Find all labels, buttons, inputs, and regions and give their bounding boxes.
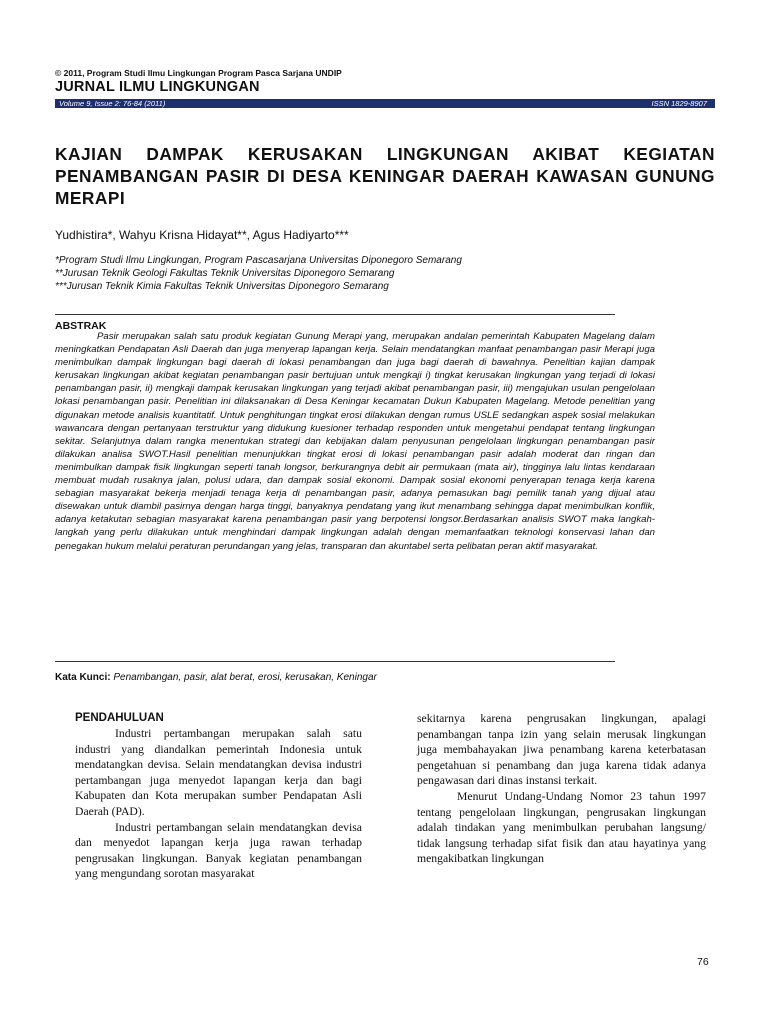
copyright-line: © 2011, Program Studi Ilmu Lingkungan Program Pasca Sarjana UNDIP: [55, 68, 342, 78]
authors: Yudhistira*, Wahyu Krisna Hidayat**, Agus Hadiyarto***: [55, 228, 349, 242]
keywords-label: Kata Kunci:: [55, 672, 111, 683]
body-column-left: [75, 711, 362, 882]
body-column-right: [417, 711, 706, 867]
abstract-text: Pasir merupakan salah satu produk kegiatan Gunung Merapi yang, merupakan andalan pemerintah Kabupaten Magelang dalam meningkatkan Pendapatan Asli Daerah dan juga menyerap lapangan kerja. Selain mendatangkan manfaat penambangan pasir Merapi juga menimbulkan dampak lingkungan bagi daerah di lokasi penambangan dan juga bagi daerah di bawahnya. Penelitian kajian dampak kerusakan lingkungan akibat kegiatan penambangan pasir bertujuan untuk mengkaji i) tingkat kerusakan lingkungan yang terjadi di lokasi penambangan pasir, ii) mengkaji dampak kerusakan lingkungan yang terjadi akibat penambangan pasir, iii) mengajukan usulan pengelolaan lokasi penambangan pasir. Penelitian ini dilaksanakan di Desa Keningar kecamatan Dukun Kabupaten Magelang. Metode penelitian yang digunakan metode analisis kuantitatif. Untuk penghitungan tingkat erosi dilakukan dengan rumus USLE sedangkan aspek sosial melakukan wawancara dengan pertanyaan terstruktur yang didukung kuesioner terhadap responden untuk mengetahui pendapat tentang lingkungan sekitar. Selanjutnya dalam rangka menentukan strategi dan kebijakan dalam penyusunan pengelolaan lingkungan penambangan pasir dilakukan analisa SWOT.Hasil penelitian menunjukkan tingkat erosi di lokasi penambangan pasir adalah moderat dan ringan dan menimbulkan dampak fisik lingkungan seperti tanah longsor, berkurangnya debit air permukaan (mata air), tingginya lalu lintas kendaraan membuat mudah rusaknya jalan, polusi udara, dan dampak sosial ekonomi. Dampak sosial ekonomi penyerapan tenaga kerja karena sebagian masyarakat bekerja menjadi tenaga kerja di penambangan pasir, adanya pemasukan bagi pemilik tanah yang dijual atau disewakan untuk diambil pasirnya dengan harga tinggi, banyaknya pendatang yang ikut menambang sehingga dapat menimbulkan konflik, adanya ketakutan sebagian masyarakat karena penambangan pasir yang berpotensi longsor.Berdasarkan analisis SWOT maka langkah-langkah yang perlu dilakukan untuk menghindari dampak lingkungan adalah dengan memanfaatkan teknologi konservasi lahan dan penegakan hukum melalui peraturan perundangan yang jelas, transparan dan akuntabel serta pelibatan peran aktif masyarakat.: [55, 331, 655, 552]
section-heading: PENDAHULUAN: [75, 712, 164, 724]
paragraph: Menurut Undang-Undang Nomor 23 tahun 1997 tentang pengelolaan lingkungan, pengrusakan lingkungan adalah tindakan yang menimbulkan perubahan langsung/ tidak langsung terhadap sifat fisik dan atau hayatinya yang mengakibatkan lingkungan: [417, 789, 706, 866]
abstract-heading: ABSTRAK: [55, 320, 107, 332]
abstract-bottom-rule: [55, 661, 615, 662]
abstract-top-rule: [55, 314, 615, 315]
volume-info: Volume 9, Issue 2: 76-84 (2011): [59, 99, 166, 108]
paragraph: Industri pertambangan selain mendatangkan devisa dan menyedot lapangan kerja juga rawan terhadap pengrusakan lingkungan. Banyak kegiatan penambangan yang mengundang sorotan masyarakat: [75, 820, 362, 881]
volume-bar: [55, 99, 715, 108]
paragraph: Industri pertambangan merupakan salah satu industri yang diandalkan pemerintah Indonesia untuk mendatangkan devisa. Selain mendatangkan devisa industri pertambangan juga menyedot lapangan kerja dan bagi Kabupaten dan Kota merupakan sumber Pendapatan Asli Daerah (PAD).: [75, 727, 362, 818]
affiliation-1: *Program Studi Ilmu Lingkungan, Program Pascasarjana Universitas Diponegoro Semarang: [55, 255, 462, 266]
article-title: KAJIAN DAMPAK KERUSAKAN LINGKUNGAN AKIBAT KEGIATAN PENAMBANGAN PASIR DI DESA KENINGAR DAERAH KAWASAN GUNUNG MERAPI: [55, 144, 715, 208]
affiliations: [55, 254, 462, 293]
paragraph: sekitarnya karena pengrusakan lingkungan, apalagi penambangan tanpa izin yang selain merusak lingkungan juga membahayakan jiwa penambang karena keterbatasan pengetahuan si penambang dan juga karena tidak adanya pengawasan dari dinas instansi terkait.: [417, 712, 706, 788]
affiliation-2: **Jurusan Teknik Geologi Fakultas Teknik Universitas Diponegoro Semarang: [55, 268, 395, 279]
affiliation-3: ***Jurusan Teknik Kimia Fakultas Teknik Universitas Diponegoro Semarang: [55, 281, 389, 292]
keywords: [55, 672, 377, 683]
page-number: 76: [697, 956, 709, 968]
keywords-value: Penambangan, pasir, alat berat, erosi, kerusakan, Keningar: [113, 672, 377, 683]
journal-name: JURNAL ILMU LINGKUNGAN: [55, 79, 260, 95]
issn: ISSN 1829-8907: [651, 99, 707, 108]
